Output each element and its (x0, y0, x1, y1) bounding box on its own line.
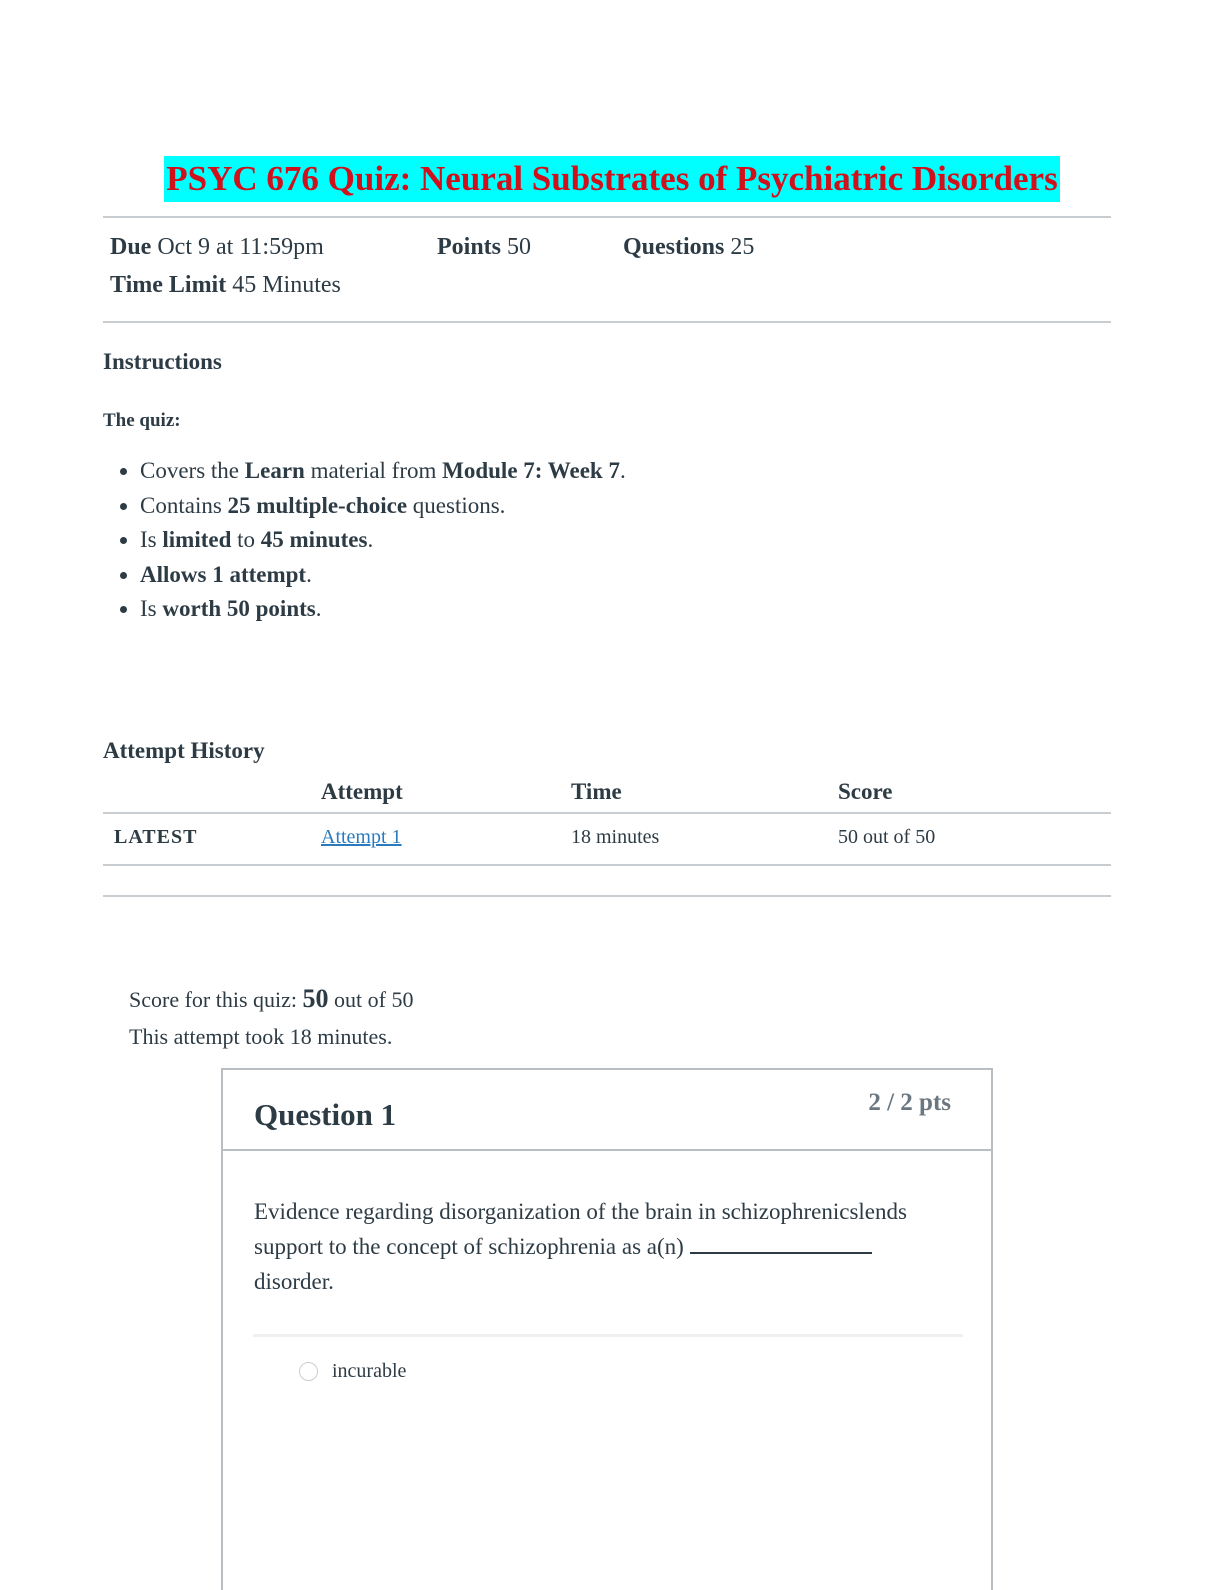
page-title: PSYC 676 Quiz: Neural Substrates of Psychiatric Disorders (164, 156, 1059, 202)
attempt-history-heading: Attempt History (103, 738, 265, 763)
column-header-time: Time (571, 779, 622, 804)
points-label: Points (437, 234, 502, 260)
list-item: • Is worth 50 points. (140, 592, 626, 627)
due-date (110, 234, 324, 261)
column-header-score: Score (838, 779, 893, 804)
question-title: Question 1 (254, 1097, 397, 1132)
attempt-time: 18 minutes (571, 826, 660, 848)
list-item: • Covers the Learn material from Module 7: Week 7. (140, 454, 626, 489)
due-label: Due (110, 234, 152, 260)
answer-label: incurable (332, 1360, 407, 1382)
latest-label: LATEST (114, 826, 198, 848)
duration-line: This attempt took 18 minutes. (129, 1024, 393, 1049)
time-limit-value: 45 Minutes (232, 272, 341, 298)
divider (103, 321, 1111, 323)
divider (103, 216, 1111, 218)
question-text: Evidence regarding disorganization of the brain in schizophrenicslends support to the concept of schizophrenia as a(n) disorder. (254, 1199, 907, 1294)
question-header (223, 1070, 991, 1151)
table-row (321, 826, 402, 849)
attempt-1-link[interactable]: Attempt 1 (321, 826, 402, 848)
answer-option[interactable] (299, 1360, 406, 1383)
instructions-heading: Instructions (103, 349, 222, 374)
points-value: 50 (507, 234, 532, 260)
score-line: Score for this quiz: 50 out of 50 (129, 984, 414, 1013)
column-header-attempt: Attempt (321, 779, 403, 804)
question-card (221, 1068, 993, 1590)
questions-label: Questions (623, 234, 725, 260)
questions-value: 25 (730, 234, 755, 260)
points-info (437, 234, 531, 261)
radio-button[interactable] (299, 1362, 318, 1381)
time-limit (110, 272, 341, 299)
list-item: • Contains 25 multiple-choice questions. (140, 489, 626, 524)
attempt-score: 50 out of 50 (838, 826, 936, 848)
fill-in-blank (690, 1234, 872, 1254)
question-divider (253, 1334, 963, 1337)
list-item: • Allows 1 attempt. (140, 558, 626, 593)
score-summary (129, 980, 413, 1055)
list-item: • Is limited to 45 minutes. (140, 523, 626, 558)
question-points: 2 / 2 pts (868, 1089, 951, 1116)
table-row-rule (103, 864, 1111, 866)
instructions-list (103, 454, 626, 627)
questions-info (623, 234, 754, 261)
due-value: Oct 9 at 11:59pm (157, 234, 324, 260)
score-value: 50 (302, 984, 329, 1013)
time-limit-label: Time Limit (110, 272, 227, 298)
instructions-subheading: The quiz: (103, 410, 181, 431)
table-header-rule (103, 812, 1111, 814)
divider (103, 895, 1111, 897)
